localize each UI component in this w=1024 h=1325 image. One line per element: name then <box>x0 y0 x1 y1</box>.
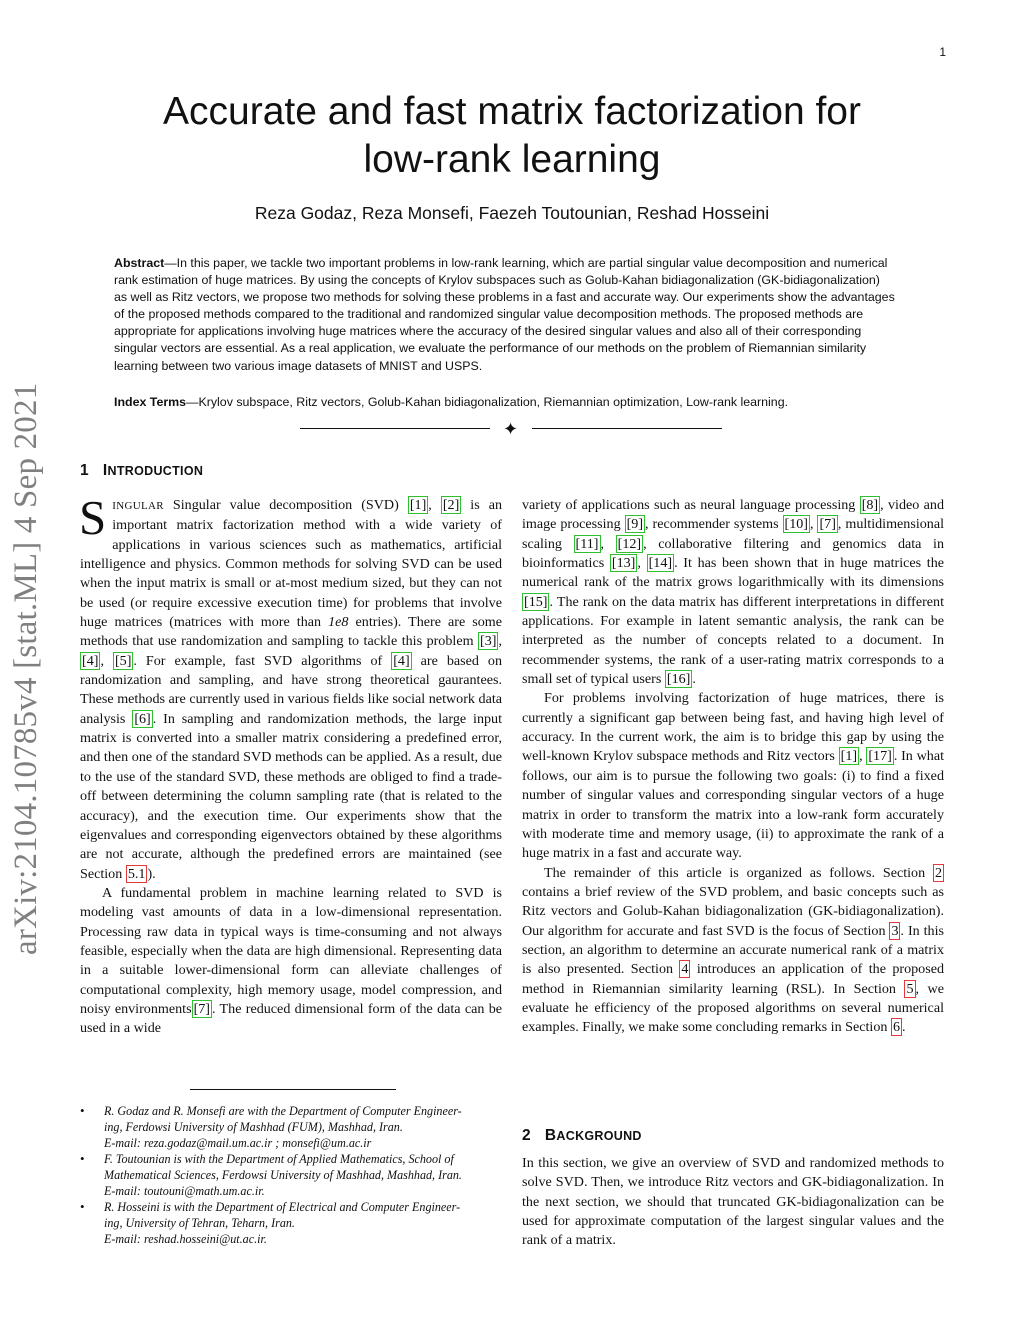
intro-paragraph-4 <box>522 689 944 863</box>
title-line-1: Accurate and fast matrix factorization for <box>163 90 861 133</box>
intro-paragraph-2 <box>80 884 502 1039</box>
text-run: . <box>692 671 696 688</box>
text-run: , <box>100 652 113 669</box>
text-run: , <box>637 555 647 572</box>
citation-link[interactable]: [14] <box>648 555 673 572</box>
page-number: 1 <box>939 45 946 59</box>
paper-title <box>0 88 1024 184</box>
text-run: , collaborative filtering and genomics data in bioinformatics <box>522 535 944 572</box>
citation-link[interactable]: [7] <box>193 1000 210 1017</box>
citation-link[interactable]: [7] <box>819 516 836 533</box>
text-run: . For example, fast SVD algorithms of <box>133 652 392 669</box>
citation-link[interactable]: [3] <box>480 633 497 650</box>
section-reference-link[interactable]: 3 <box>891 922 899 939</box>
section-heading-background <box>522 1127 642 1145</box>
bullet-icon: • <box>80 1199 85 1214</box>
text-run: , <box>600 535 616 552</box>
citation-link[interactable]: [15] <box>524 593 548 610</box>
text-run: introduces an application of the proposed method in Riemannian similarity learning (RSL). In Section <box>522 961 944 997</box>
text-run: , multidimensional scaling <box>522 516 945 552</box>
footnote-email: E-mail: toutouni@math.um.ac.ir. <box>104 1184 265 1198</box>
text-run: , <box>428 497 441 513</box>
intro-paragraph-5 <box>522 864 944 1038</box>
math-expression: 1e8 <box>328 614 349 631</box>
citation-link[interactable]: [4] <box>393 652 410 669</box>
index-terms-text: —Krylov subspace, Ritz vectors, Golub-Kahan bidiagonalization, Riemannian optimization, Low-rank learning. <box>186 395 789 409</box>
footnote-item <box>80 1199 504 1247</box>
text-run: , we evaluate he efficiency of the proposed algorithms on several numerical examples. Finally, we make some concluding remarks in Section <box>522 980 944 1036</box>
section-title-rest: ACKGROUND <box>556 1129 642 1143</box>
citation-link[interactable]: [6] <box>134 710 151 727</box>
section-number: 1 <box>80 462 89 479</box>
footnote-email: E-mail: reshad.hosseini@ut.ac.ir. <box>104 1232 267 1246</box>
index-terms-label: Index Terms <box>114 395 187 409</box>
citation-link[interactable]: [8] <box>861 497 879 513</box>
section-reference-link[interactable]: 6 <box>892 1019 901 1036</box>
section-number: 2 <box>522 1127 531 1144</box>
citation-link[interactable]: [13] <box>611 555 636 572</box>
text-run: variety of applications such as neural language processing <box>522 497 860 513</box>
text-run: . In this section, an algorithm to determine an accurate numerical rank of a matrix is also presented. Section <box>522 922 944 978</box>
citation-link[interactable]: [17] <box>868 748 892 765</box>
text-run: . <box>902 1019 906 1036</box>
footnote-line: ing, University of Tehran, Teharn, Iran. <box>104 1216 295 1230</box>
bullet-icon: • <box>80 1151 85 1166</box>
section-title-initial: I <box>102 462 108 479</box>
divider-rule-right <box>532 428 722 429</box>
section-title-initial: B <box>544 1127 557 1144</box>
text-run: . The reduced dimensional form of the data can be used in a wide <box>80 1000 502 1037</box>
section-reference-link[interactable]: 2 <box>934 864 942 881</box>
title-line-2: low-rank learning <box>363 138 661 181</box>
text-run: For problems involving factorization of huge matrices, there is currently a significant gap between being fast, and having high level of accuracy. In the current work, the aim is to bridge this gap by using the well-known Krylov subspace methods and Ritz vectors <box>522 690 944 765</box>
footnote-line: F. Toutounian is with the Department of Applied Mathematics, School of <box>104 1152 454 1166</box>
text-run: , <box>810 516 818 533</box>
author-list: Reza Godaz, Reza Monsefi, Faezeh Toutounian, Reshad Hosseini <box>254 203 770 223</box>
citation-link[interactable]: [1] <box>840 748 858 765</box>
citation-link[interactable]: [4] <box>82 652 99 669</box>
text-run: Singular value decomposition (SVD) <box>163 497 408 513</box>
smallcaps-lead: INGULAR <box>112 500 164 512</box>
intro-paragraph-3 <box>522 496 944 689</box>
text-run: ). <box>147 865 156 882</box>
arxiv-stamp[interactable]: arXiv:2104.10785v4 [stat.ML] 4 Sep 2021 <box>8 382 44 955</box>
citation-link[interactable]: [9] <box>626 516 644 533</box>
text-run: , video and image processing <box>522 497 945 533</box>
footnote-line: Mathematical Sciences, Ferdowsi University of Mashhad, Mashhad, Iran. <box>104 1168 462 1182</box>
section-reference-link[interactable]: 4 <box>681 961 689 978</box>
text-run: , <box>859 748 867 765</box>
footnote-line: R. Hosseini is with the Department of Electrical and Computer Engineer- <box>104 1200 461 1214</box>
footnote-rule <box>190 1089 396 1090</box>
background-column <box>522 1154 944 1251</box>
text-run: are based on randomization and sampling, and have strong theoretical gaurantees. These methods are currently used in various fields like social network data analysis <box>80 652 502 727</box>
text-run: entries). There are some methods that use randomization and sampling to tackle this problem <box>80 614 502 650</box>
index-terms <box>114 394 896 411</box>
text-run: contains a brief review of the SVD problem, and basic concepts such as Ritz vectors and Golub-Kahan bidiagonalization (GK-bidiagonalization). Our algorithm for accurate and fast SVD is the focus of Section <box>522 883 944 939</box>
footnote-item <box>80 1103 504 1151</box>
citation-link[interactable]: [5] <box>114 652 132 669</box>
citation-link[interactable]: [16] <box>666 671 691 688</box>
section-title-rest: NTRODUCTION <box>107 464 204 478</box>
text-run: is an important matrix factorization method with a wide variety of applications in various sciences such as mathematics, artificial intelligence and physics. Common methods for solving SVD can be used when the input matrix is small or at-most medium sized, but they can not be used (or require excessive execution time) for problems that involve huge matrices (matrices with more than <box>80 497 503 631</box>
citation-link[interactable]: [12] <box>617 535 642 552</box>
text-run: A fundamental problem in machine learning related to SVD is modeling vast amounts of data in a low-dimensional representation. Processing raw data in typical ways is time-consuming and not always feasible, especially when the data are high dimensional. Representing data in a suitable lower-dimensional form can alleviate challenges of computational complexity, high memory usage, model compression, and noisy environments <box>80 884 502 1017</box>
text-run: . In what follows, our aim is to pursue the following two goals: (i) to find a fixed number of singular values and corresponding singular vectors of a huge matrix in order to transform the matrix into a low-rank form accurately with moderate time and memory usage, (ii) to approximate the rank of a huge matrix in a fast and accurate way. <box>522 748 944 862</box>
title-divider <box>300 421 724 441</box>
text-run: . It has been shown that in huge matrices the numerical rank of the matrix grows logarithmically with its dimensions <box>522 555 945 591</box>
footnote-line: R. Godaz and R. Monsefi are with the Department of Computer Engineer- <box>104 1104 462 1118</box>
citation-link[interactable]: [2] <box>442 497 460 513</box>
section-heading-introduction <box>80 462 203 480</box>
text-run: . The rank on the data matrix has different interpretations in different applications. For example in latent semantic analysis, the rank can be interpreted as the number of concepts related to a document. In recommender systems, the rank of a user-rating matrix corresponds to a small set of typical users <box>522 593 944 688</box>
abstract-label: Abstract <box>114 256 165 270</box>
text-run: , recommender systems <box>645 516 783 533</box>
citation-link[interactable]: [10] <box>784 516 808 533</box>
right-column <box>522 496 944 1038</box>
text-run: . In sampling and randomization methods, the large input matrix is converted into a smaller matrix considering a predefined error, and then one of the standard SVD methods can be applied. As a result, due to the use of the standard SVD, these methods are obliged to find a trade-off between determining the column sampling rate (that is related to the accuracy), and the execution time. Our experiments show that the eigenvalues and corresponding eigenvectors obtained by these algorithms are not accurate, although the predefined errors are maintained (see Section <box>80 710 502 882</box>
divider-rule-left <box>300 428 490 429</box>
text-run: The remainder of this article is organized as follows. Section <box>544 864 933 881</box>
abstract <box>114 255 896 375</box>
footnote-line: ing, Ferdowsi University of Mashhad (FUM), Mashhad, Iran. <box>104 1120 403 1134</box>
footnote-email: E-mail: reza.godaz@mail.um.ac.ir ; monsefi@um.ac.ir <box>104 1136 372 1150</box>
text-run: , <box>498 633 502 650</box>
intro-paragraph-1 <box>79 490 503 884</box>
footnote-item <box>80 1151 504 1199</box>
background-paragraph: In this section, we give an overview of SVD and randomized methods to solve SVD. Then, we introduce Ritz vectors and GK-bidiagonalization. In the next section, we should that truncated GK-bidiagonalization can be used for approximate computation of the largest singular values and the rank of a matrix. <box>522 1155 944 1249</box>
section-reference-link[interactable]: 5.1 <box>127 865 146 882</box>
citation-link[interactable]: [1] <box>409 497 427 513</box>
left-column <box>79 490 503 1039</box>
footnotes <box>80 1103 504 1247</box>
abstract-text: —In this paper, we tackle two important problems in low-rank learning, which are partial singular value decomposition and numerical rank estimation of huge matrices. By using the concepts of Krylov subspaces such as Golub-Kahan bidiagonalization (GK-bidiagonalization) as well as Ritz vectors, we propose two methods for solving these problems in a fast and accurate way. Our experiments show the advantages of the proposed methods compared to the traditional and randomized singular value decomposition methods. The proposed methods are appropriate for applications involving huge matrices where the accuracy of the desired singular values and also all of their corresponding singular vectors are essential. As a real application, we evaluate the performance of our methods on the problem of Riemannian similarity learning between two various image datasets of MNIST and USPS. <box>114 256 895 373</box>
divider-star-icon: ✦ <box>503 419 519 440</box>
drop-cap: S <box>79 490 107 545</box>
bullet-icon: • <box>80 1103 85 1118</box>
citation-link[interactable]: [11] <box>575 535 599 552</box>
section-reference-link[interactable]: 5 <box>906 980 914 997</box>
